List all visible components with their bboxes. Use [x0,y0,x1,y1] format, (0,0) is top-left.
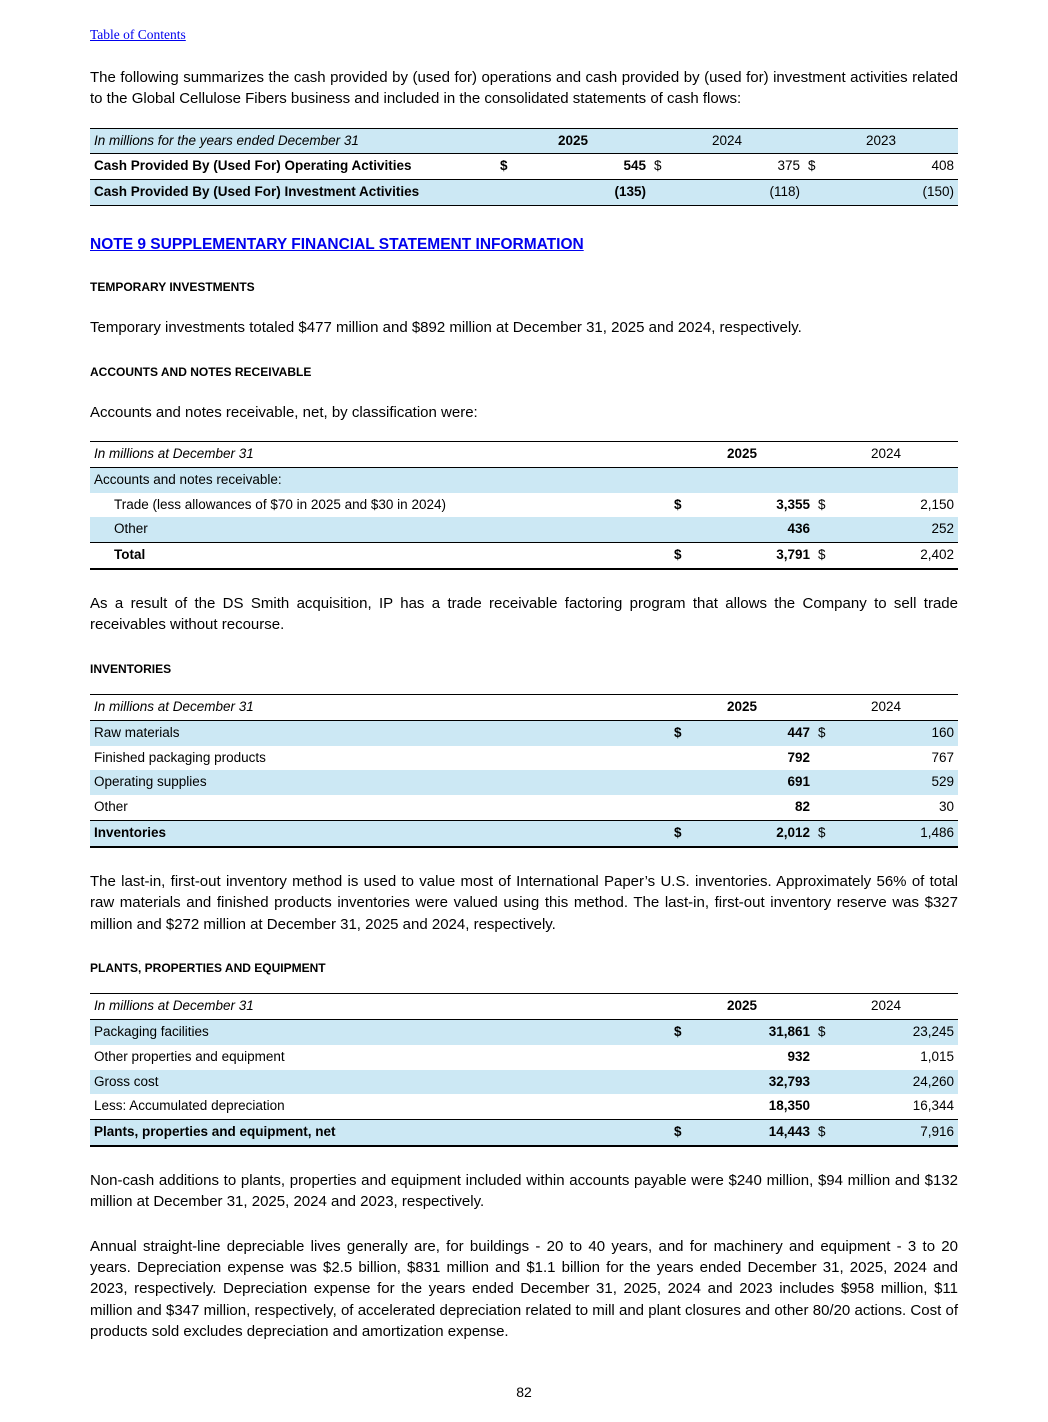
row-trade [90,493,958,518]
receivables-table [90,441,958,570]
cell-currency-2024: $ [818,547,826,563]
cell-value-2024: 24,260 [912,1073,954,1089]
cell-value-2025: 447 [787,724,810,740]
cell-currency-2025 [496,180,522,206]
cell-value-2024: 2,150 [920,496,954,512]
cell-currency-2025 [670,795,696,820]
column-header-2024: 2024 [870,445,902,461]
row-total [90,543,958,569]
cell-label: Less: Accumulated depreciation [94,1098,285,1114]
cell-currency-2025: $ [674,1023,682,1039]
table-caption: In millions at December 31 [94,698,254,714]
cell-currency-2024 [814,1070,840,1095]
row-section-header [90,467,958,492]
cell-currency-2025: $ [674,724,682,740]
cell-value-2025: 545 [623,158,646,174]
cell-currency-2025 [670,746,696,771]
cell-currency-2024 [814,746,840,771]
column-header-2025: 2025 [557,132,589,148]
cell-value-2024: 1,486 [920,825,954,841]
cell-currency-2024: $ [818,1124,826,1140]
cell-label: Packaging facilities [94,1023,209,1039]
row-other-properties-equipment [90,1045,958,1070]
table-caption: In millions for the years ended December 31 [94,132,359,148]
row-gross-cost [90,1070,958,1095]
column-header-2024: 2024 [870,997,902,1013]
cell-currency-2024: $ [654,158,662,174]
cell-label: Trade (less allowances of $70 in 2025 and $30 in 2024) [114,496,446,512]
cell-currency-2024: $ [818,496,826,512]
cell-value-2025: 18,350 [768,1098,810,1114]
row-operating-supplies [90,770,958,795]
table-header-row [90,993,958,1019]
cell-currency-2025 [670,1070,696,1095]
cell-value-2024: 160 [931,724,954,740]
receivables-intro-paragraph: Accounts and notes receivable, net, by classification were: [90,403,478,421]
page-number: 82 [516,1384,532,1401]
cell-value-2024: 252 [931,521,954,537]
lifo-paragraph: The last-in, first-out inventory method is used to value most of International Paper’s U.S. inventories. Approximately 56% of total raw materials and finished products inventories were valued using this method. The last-in, first-out inventory reserve was $327 million and $272 million at December 31, 2025 and 2024, respectively. [90,873,958,933]
cell-section-label: Accounts and notes receivable: [94,471,282,487]
row-other [90,795,958,820]
cell-label: Cash Provided By (Used For) Investment Activities [94,184,420,200]
cell-label: Other [94,799,128,815]
cell-currency-2024 [814,517,840,542]
cell-currency-2024: $ [818,724,826,740]
cell-value-2025: 932 [787,1048,810,1064]
cell-currency-2025: $ [674,825,682,841]
cell-currency-2023 [804,180,830,206]
noncash-additions-paragraph: Non-cash additions to plants, properties and equipment included within accounts payable were $240 million, $94 million and $132 million at December 31, 2025, 2024 and 2023, respectively. [90,1172,958,1211]
row-raw-materials [90,720,958,745]
row-finished-packaging-products [90,746,958,771]
cell-currency-2025 [670,517,696,542]
cell-currency-2025: $ [674,547,682,563]
cell-label: Finished packaging products [94,749,266,765]
gcf-cash-flow-table [90,128,958,207]
cell-value-2024: 2,402 [920,547,954,563]
cell-currency-2024 [814,1094,840,1119]
cell-value-2023: 408 [931,158,954,174]
depreciation-paragraph: Annual straight-line depreciable lives generally are, for buildings - 20 to 40 years, and for machinery and equipment - 3 to 20 years. Depreciation expense was $2.5 billion, $831 million and $1.1 billion for the years ended December 31, 2025, 2024 and 2023, respectively. Depreciation expense for the years ended December 31, 2025, 2024 and 2023 includes $958 million, $11 million and $347 million, respectively, of accelerated depreciation related to mill and plant closures and other 80/20 actions. Cost of products sold excludes depreciation and amortization expense. [90,1237,958,1340]
cell-value-2025: 82 [794,799,810,815]
cell-value-2024: 767 [931,749,954,765]
cell-currency-2024: $ [818,825,826,841]
cell-value-2025: 3,355 [776,496,810,512]
row-packaging-facilities [90,1019,958,1044]
cell-currency-2025 [670,770,696,795]
row-inventories-total [90,821,958,847]
cell-value-2025: 32,793 [768,1073,810,1089]
table-header-row [90,694,958,720]
table-caption: In millions at December 31 [94,997,254,1013]
ppe-heading: PLANTS, PROPERTIES AND EQUIPMENT [90,960,326,975]
cell-label: Total [114,547,146,563]
cell-currency-2025: $ [674,496,682,512]
row-other [90,517,958,542]
cell-value-2025: 2,012 [776,825,810,841]
cell-currency-2025: $ [674,1124,682,1140]
row-ppe-net [90,1120,958,1146]
column-header-2024: 2024 [870,698,902,714]
cell-currency-2025 [670,1094,696,1119]
cell-label: Operating supplies [94,774,207,790]
inventories-table [90,694,958,848]
table-caption: In millions at December 31 [94,445,254,461]
column-header-2023: 2023 [865,132,897,148]
cell-value-2024: 1,015 [920,1048,954,1064]
cell-currency-2024 [650,180,676,206]
cell-value-2024: 529 [931,774,954,790]
cell-label: Cash Provided By (Used For) Operating Activities [94,158,412,174]
cell-label: Plants, properties and equipment, net [94,1124,336,1140]
cell-value-2024: 16,344 [912,1098,954,1114]
row-operating-activities [90,154,958,180]
column-header-2025: 2025 [726,445,758,461]
row-accumulated-depreciation [90,1094,958,1119]
cell-value-2025: 691 [787,774,810,790]
cell-label: Other [114,521,148,537]
cell-value-2025: 436 [787,521,810,537]
cell-value-2025: 3,791 [776,547,810,563]
cell-currency-2024 [814,770,840,795]
cell-currency-2024: $ [818,1023,826,1039]
cell-label: Inventories [94,825,167,841]
note9-heading[interactable]: NOTE 9 SUPPLEMENTARY FINANCIAL STATEMENT INFORMATION [90,236,584,254]
cell-label: Gross cost [94,1073,159,1089]
cell-value-2024: (118) [769,184,800,200]
ppe-table [90,993,958,1147]
cell-currency-2025 [670,1045,696,1070]
cell-label: Raw materials [94,724,180,740]
cell-value-2025: 14,443 [768,1124,810,1140]
ds-smith-paragraph: As a result of the DS Smith acquisition, IP has a trade receivable factoring program that allows the Company to sell trade receivables without recourse. [90,595,958,634]
row-investment-activities [90,180,958,206]
column-header-2024: 2024 [711,132,743,148]
cell-value-2024: 23,245 [912,1023,954,1039]
cell-value-2024: 30 [938,799,954,815]
cell-value-2023: (150) [922,184,954,200]
cell-label: Other properties and equipment [94,1048,285,1064]
cell-value-2024: 7,916 [920,1124,954,1140]
gcf-intro-paragraph: The following summarizes the cash provided by (used for) operations and cash provided by (used for) investment activities related to the Global Cellulose Fibers business and included in the consolidated statements of cash flows: [90,69,958,108]
inventories-heading: INVENTORIES [90,661,172,676]
accounts-receivable-heading: ACCOUNTS AND NOTES RECEIVABLE [90,364,312,379]
cell-currency-2023: $ [808,158,816,174]
cell-currency-2024 [814,795,840,820]
cell-value-2024: 375 [777,158,800,174]
column-header-2025: 2025 [726,698,758,714]
cell-currency-2025: $ [500,158,508,174]
column-header-2025: 2025 [726,997,758,1013]
cell-currency-2024 [814,1045,840,1070]
temporary-investments-paragraph: Temporary investments totaled $477 million and $892 million at December 31, 2025 and 2024, respectively. [90,319,802,337]
temporary-investments-heading: TEMPORARY INVESTMENTS [90,280,255,295]
table-of-contents-link[interactable]: Table of Contents [90,27,186,42]
table-header-row [90,441,958,467]
table-header-row [90,128,958,154]
cell-value-2025: 31,861 [768,1023,810,1039]
cell-value-2025: (135) [614,184,646,200]
cell-value-2025: 792 [787,749,810,765]
